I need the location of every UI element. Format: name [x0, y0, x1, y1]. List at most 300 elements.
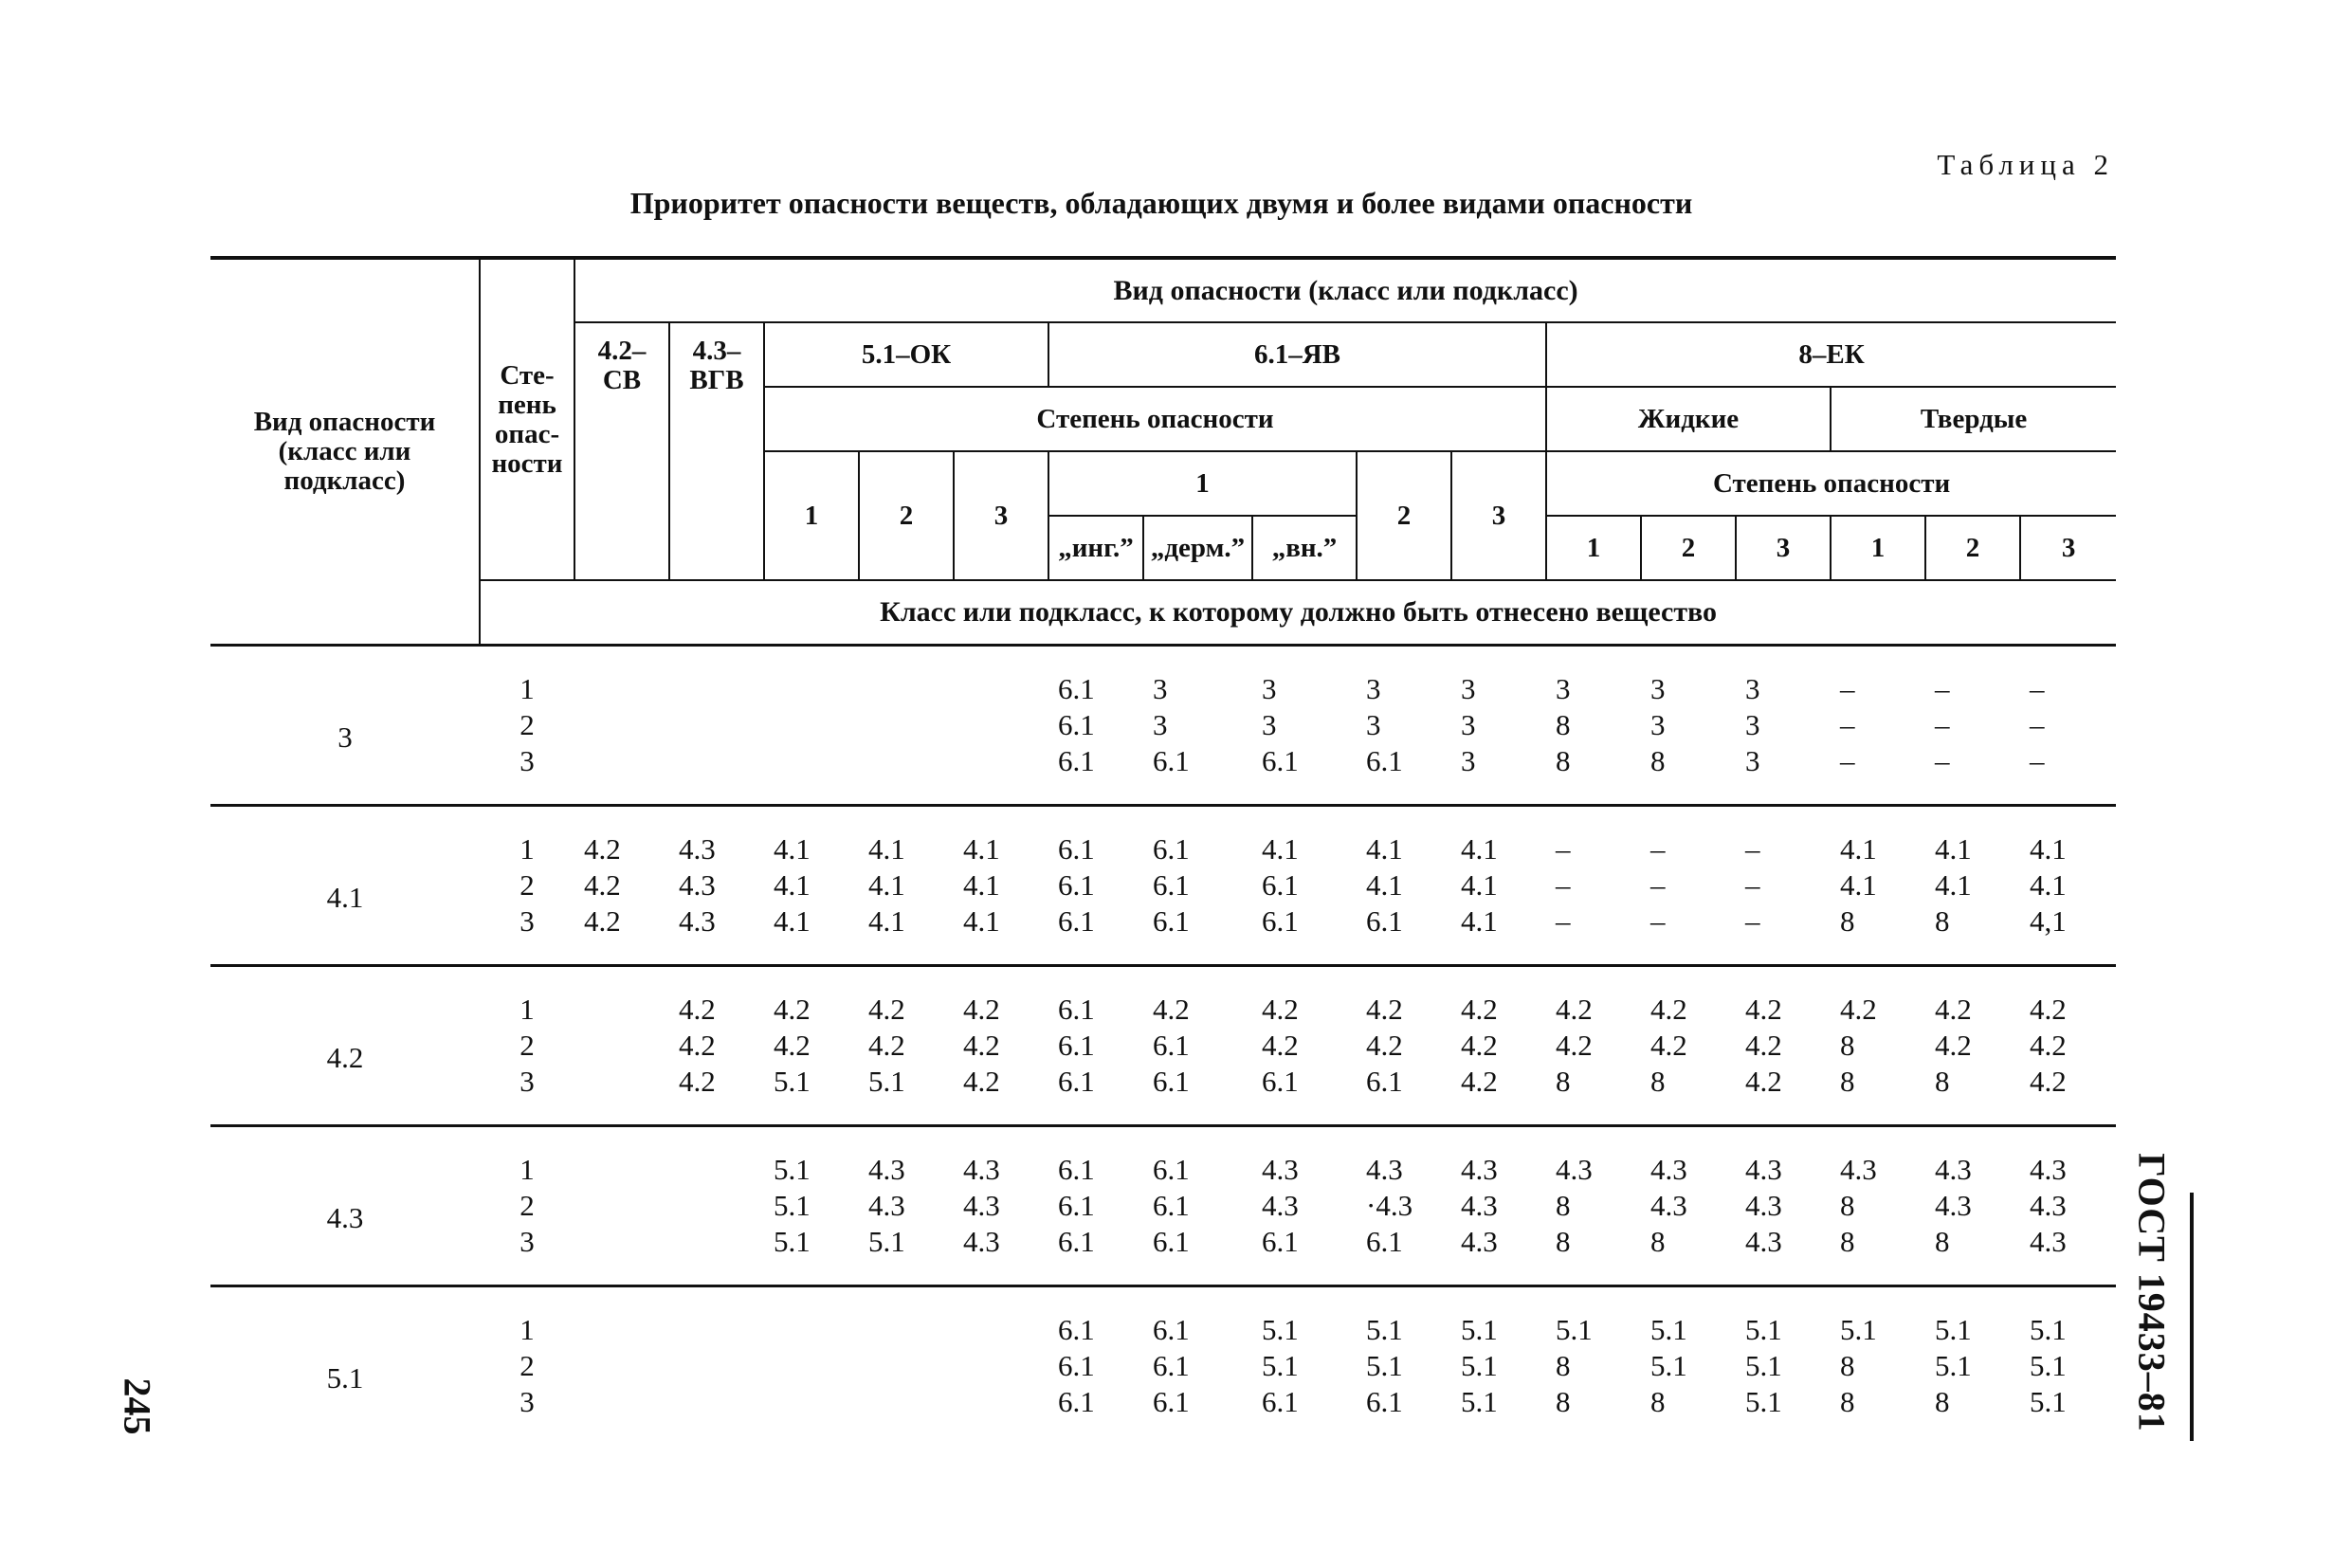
result-cell: 4.3: [1745, 1224, 1782, 1258]
result-cell: 4.1: [1840, 867, 1877, 902]
result-cell: 6.1: [1058, 1152, 1095, 1186]
result-cell: 5.1: [1840, 1312, 1877, 1346]
result-cell: 4.2: [679, 1028, 716, 1062]
row-degree: 2: [519, 1188, 535, 1222]
result-cell: 4.2: [1262, 1028, 1299, 1062]
result-cell: 5.1: [774, 1152, 811, 1186]
result-cell: –: [2030, 707, 2045, 741]
row-degree: 2: [519, 1348, 535, 1382]
result-cell: –: [1650, 903, 1666, 938]
result-cell: 6.1: [1058, 992, 1095, 1026]
result-cell: 4.2: [1366, 992, 1403, 1026]
result-cell: 4.3: [1556, 1152, 1593, 1186]
result-cell: [954, 1285, 1048, 1348]
result-cell: 4.2: [963, 1028, 1000, 1062]
result-cell: 4.3: [679, 903, 716, 938]
result-cell: [764, 1384, 859, 1445]
result-cell: 5.1: [1461, 1312, 1498, 1346]
result-cell: 4.3: [1935, 1152, 1972, 1186]
result-cell: 3: [1745, 671, 1760, 705]
header-degree-label-8: Степень опасности: [1546, 451, 2116, 516]
result-cell: 5.1: [1745, 1384, 1782, 1418]
result-cell: 6.1: [1153, 903, 1190, 938]
result-cell: 4.2: [2030, 1064, 2067, 1098]
result-cell: 8: [1556, 1188, 1571, 1222]
result-cell: 6.1: [1153, 1064, 1190, 1098]
result-cell: [669, 707, 764, 743]
result-cell: 6.1: [1058, 707, 1095, 741]
result-cell: –: [1745, 831, 1760, 866]
result-cell: 8: [1556, 707, 1571, 741]
result-cell: 4.1: [774, 831, 811, 866]
result-cell: 6.1: [1262, 903, 1299, 938]
result-cell: –: [1556, 867, 1571, 902]
result-cell: 3: [1461, 707, 1476, 741]
result-cell: 4.3: [679, 831, 716, 866]
header-solid-deg-2: 2: [1925, 516, 2020, 580]
row-degree: 3: [519, 1224, 535, 1258]
table-row: [210, 1028, 2116, 1064]
result-cell: –: [1556, 831, 1571, 866]
result-cell: 4.3: [1461, 1152, 1498, 1186]
result-cell: 8: [1650, 1224, 1666, 1258]
row-hazard-class: 4.1: [326, 880, 364, 914]
result-cell: [859, 707, 954, 743]
header-col-4-2: 4.2–СВ: [574, 322, 669, 580]
result-cell: [669, 743, 764, 806]
result-cell: [574, 1285, 669, 1348]
result-cell: 4.2: [963, 1064, 1000, 1098]
hazard-priority-table: [210, 256, 2116, 1445]
result-cell: 4.2: [868, 992, 905, 1026]
header-liquid: Жидкие: [1546, 387, 1831, 451]
result-cell: 4.1: [1262, 831, 1299, 866]
result-cell: 6.1: [1153, 1188, 1190, 1222]
header-6-1-deg-3: 3: [1451, 451, 1546, 580]
row-degree: 2: [519, 867, 535, 902]
result-cell: –: [1556, 903, 1571, 938]
result-cell: [954, 1348, 1048, 1384]
header-liquid-deg-3: 3: [1736, 516, 1831, 580]
result-cell: 3: [1262, 671, 1277, 705]
result-cell: 4.1: [868, 903, 905, 938]
table-row: [210, 965, 2116, 1028]
document-code: ГОСТ 19433–81: [2130, 1153, 2174, 1432]
result-cell: 5.1: [1935, 1348, 1972, 1382]
result-cell: 4.2: [963, 992, 1000, 1026]
result-cell: 5.1: [1650, 1348, 1687, 1382]
result-cell: 3: [1745, 707, 1760, 741]
row-degree: 1: [519, 1312, 535, 1346]
result-cell: [764, 645, 859, 707]
header-liquid-deg-2: 2: [1641, 516, 1736, 580]
result-cell: 6.1: [1153, 1348, 1190, 1382]
row-degree: 3: [519, 903, 535, 938]
result-cell: 5.1: [1650, 1312, 1687, 1346]
result-cell: 8: [1840, 1224, 1855, 1258]
result-cell: –: [2030, 743, 2045, 777]
result-cell: 8: [1556, 1348, 1571, 1382]
header-col-8: 8–ЕК: [1546, 322, 2116, 387]
result-cell: 4.1: [963, 867, 1000, 902]
result-cell: 4.1: [868, 867, 905, 902]
header-row-degree: Сте-пень опас-ности: [480, 258, 574, 580]
result-cell: 4.2: [2030, 992, 2067, 1026]
result-cell: 4.1: [1366, 831, 1403, 866]
result-cell: 6.1: [1262, 1224, 1299, 1258]
result-cell: 6.1: [1153, 831, 1190, 866]
table-label: Таблица 2: [1937, 148, 2114, 181]
table-header: [210, 258, 2116, 645]
result-cell: 6.1: [1262, 1384, 1299, 1418]
result-cell: 4.1: [774, 867, 811, 902]
result-cell: [669, 1125, 764, 1188]
header-oral: „вн.”: [1252, 516, 1357, 580]
row-degree: 1: [519, 992, 535, 1026]
result-cell: 5.1: [2030, 1348, 2067, 1382]
row-degree: 2: [519, 707, 535, 741]
result-cell: 6.1: [1058, 1312, 1095, 1346]
result-cell: 4.3: [2030, 1188, 2067, 1222]
result-cell: 5.1: [1262, 1348, 1299, 1382]
result-cell: 8: [1935, 1384, 1950, 1418]
result-cell: 4.2: [1935, 992, 1972, 1026]
result-cell: 4.2: [1650, 992, 1687, 1026]
row-hazard-class: 3: [337, 720, 353, 754]
result-cell: 4.2: [1745, 1028, 1782, 1062]
result-cell: 4.3: [963, 1152, 1000, 1186]
row-hazard-class: 4.3: [326, 1200, 364, 1234]
result-cell: –: [1650, 867, 1666, 902]
result-cell: 5.1: [1366, 1348, 1403, 1382]
result-cell: 6.1: [1153, 1028, 1190, 1062]
result-cell: 4.3: [1262, 1188, 1299, 1222]
result-cell: [669, 1285, 764, 1348]
result-cell: 5.1: [868, 1224, 905, 1258]
result-cell: 8: [1840, 903, 1855, 938]
result-cell: [574, 645, 669, 707]
result-cell: 8: [1650, 1064, 1666, 1098]
result-cell: 4.2: [584, 903, 621, 938]
table-row: [210, 903, 2116, 966]
result-cell: 3: [1745, 743, 1760, 777]
result-cell: 3: [1366, 671, 1381, 705]
result-cell: [574, 707, 669, 743]
table-row: [210, 1188, 2116, 1224]
result-cell: [669, 1348, 764, 1384]
result-cell: 4.2: [2030, 1028, 2067, 1062]
result-cell: 8: [1650, 1384, 1666, 1418]
header-col-6-1: 6.1–ЯВ: [1048, 322, 1546, 387]
result-cell: 4.3: [1366, 1152, 1403, 1186]
result-cell: 4.1: [1366, 867, 1403, 902]
result-cell: 5.1: [1745, 1348, 1782, 1382]
result-cell: 4.2: [1840, 992, 1877, 1026]
result-cell: 4.2: [679, 1064, 716, 1098]
table-row: [210, 867, 2116, 903]
result-cell: 6.1: [1366, 903, 1403, 938]
result-cell: 3: [1556, 671, 1571, 705]
result-cell: 8: [1556, 1064, 1571, 1098]
page-number: 245: [116, 1377, 159, 1435]
row-degree: 3: [519, 1064, 535, 1098]
header-row-hazard: Вид опасности (класс или подкласс): [210, 258, 480, 645]
result-cell: 4.1: [1935, 831, 1972, 866]
result-cell: 4.1: [963, 831, 1000, 866]
header-hazard-caption: Вид опасности (класс или подкласс): [574, 258, 2116, 322]
result-cell: 8: [1556, 743, 1571, 777]
result-cell: 6.1: [1058, 1028, 1095, 1062]
table-row: [210, 1125, 2116, 1188]
result-cell: 4.1: [1461, 903, 1498, 938]
result-cell: 6.1: [1153, 1224, 1190, 1258]
result-cell: ·4.3: [1366, 1188, 1413, 1222]
result-cell: [859, 743, 954, 806]
result-cell: 4.2: [1745, 1064, 1782, 1098]
result-cell: 4.1: [2030, 867, 2067, 902]
table-row: [210, 1285, 2116, 1348]
result-cell: –: [1935, 707, 1950, 741]
result-cell: 6.1: [1058, 1224, 1095, 1258]
result-cell: 4.2: [774, 992, 811, 1026]
result-cell: [574, 1224, 669, 1286]
result-cell: [954, 1384, 1048, 1445]
result-cell: 5.1: [1556, 1312, 1593, 1346]
result-cell: 4.1: [868, 831, 905, 866]
result-cell: 4.3: [1650, 1152, 1687, 1186]
result-cell: 4.3: [1650, 1188, 1687, 1222]
result-cell: 4.3: [963, 1224, 1000, 1258]
header-6-1-deg-1: 1: [1048, 451, 1357, 516]
result-cell: [764, 1285, 859, 1348]
result-cell: [764, 707, 859, 743]
table-row: [210, 1224, 2116, 1286]
result-cell: 6.1: [1058, 1188, 1095, 1222]
header-5-1-deg-2: 2: [859, 451, 954, 580]
result-cell: [574, 1064, 669, 1126]
result-cell: 5.1: [1935, 1312, 1972, 1346]
result-cell: 4.2: [1153, 992, 1190, 1026]
result-cell: 4.3: [2030, 1224, 2067, 1258]
header-5-1-deg-3: 3: [954, 451, 1048, 580]
result-cell: 4.2: [1650, 1028, 1687, 1062]
result-cell: 4.3: [1745, 1188, 1782, 1222]
result-cell: [954, 743, 1048, 806]
result-cell: [859, 1384, 954, 1445]
result-cell: 8: [1840, 1188, 1855, 1222]
header-result-caption: Класс или подкласс, к которому должно быть отнесено вещество: [480, 580, 2116, 645]
table-row: [210, 1384, 2116, 1445]
result-cell: 4.3: [868, 1188, 905, 1222]
result-cell: 4.1: [2030, 831, 2067, 866]
result-cell: 8: [1556, 1384, 1571, 1418]
result-cell: 3: [1153, 707, 1168, 741]
result-cell: 6.1: [1262, 867, 1299, 902]
table-body: [210, 645, 2116, 1445]
header-liquid-deg-1: 1: [1546, 516, 1641, 580]
result-cell: [669, 1224, 764, 1286]
result-cell: –: [1650, 831, 1666, 866]
result-cell: 3: [1650, 671, 1666, 705]
result-cell: 8: [1935, 903, 1950, 938]
result-cell: 8: [1840, 1028, 1855, 1062]
result-cell: 3: [1262, 707, 1277, 741]
table-row: [210, 1348, 2116, 1384]
result-cell: 6.1: [1058, 1384, 1095, 1418]
header-6-1-deg-2: 2: [1357, 451, 1451, 580]
result-cell: 6.1: [1366, 1224, 1403, 1258]
result-cell: 4.2: [1745, 992, 1782, 1026]
header-solid: Твердые: [1831, 387, 2116, 451]
result-cell: 4.1: [963, 903, 1000, 938]
result-cell: [954, 707, 1048, 743]
result-cell: –: [1745, 903, 1760, 938]
result-cell: –: [1935, 671, 1950, 705]
header-5-1-deg-1: 1: [764, 451, 859, 580]
result-cell: [574, 1125, 669, 1188]
result-cell: 4.3: [1461, 1188, 1498, 1222]
result-cell: 4.3: [2030, 1152, 2067, 1186]
table-row: [210, 805, 2116, 867]
result-cell: [574, 1348, 669, 1384]
result-cell: [574, 1384, 669, 1445]
result-cell: 4.2: [1461, 1028, 1498, 1062]
table-title: Приоритет опасности веществ, обладающих двумя и более видами опасности: [629, 186, 1693, 220]
result-cell: 4.3: [1262, 1152, 1299, 1186]
result-cell: 4.2: [1262, 992, 1299, 1026]
result-cell: [764, 743, 859, 806]
result-cell: 8: [1556, 1224, 1571, 1258]
result-cell: [669, 1188, 764, 1224]
result-cell: –: [1840, 743, 1855, 777]
result-cell: [764, 1348, 859, 1384]
row-degree: 1: [519, 671, 535, 705]
result-cell: 6.1: [1153, 1152, 1190, 1186]
result-cell: 6.1: [1366, 1064, 1403, 1098]
table-row: [210, 707, 2116, 743]
result-cell: 5.1: [1461, 1348, 1498, 1382]
header-col-5-1: 5.1–ОК: [764, 322, 1048, 387]
result-cell: 4.3: [868, 1152, 905, 1186]
result-cell: 6.1: [1058, 1064, 1095, 1098]
result-cell: 4.2: [1556, 1028, 1593, 1062]
result-cell: 5.1: [1745, 1312, 1782, 1346]
result-cell: 8: [1840, 1064, 1855, 1098]
result-cell: 4.1: [774, 903, 811, 938]
row-degree: 2: [519, 1028, 535, 1062]
result-cell: 4.2: [1461, 1064, 1498, 1098]
result-cell: [954, 645, 1048, 707]
result-cell: –: [2030, 671, 2045, 705]
result-cell: 6.1: [1058, 831, 1095, 866]
result-cell: 4.2: [584, 831, 621, 866]
result-cell: 5.1: [774, 1064, 811, 1098]
result-cell: –: [1745, 867, 1760, 902]
result-cell: 4.3: [679, 867, 716, 902]
row-degree: 3: [519, 1384, 535, 1418]
result-cell: 4.3: [1935, 1188, 1972, 1222]
result-cell: 5.1: [1262, 1312, 1299, 1346]
result-cell: 4.2: [1556, 992, 1593, 1026]
result-cell: [669, 645, 764, 707]
result-cell: [859, 645, 954, 707]
result-cell: [574, 743, 669, 806]
result-cell: 4.1: [1935, 867, 1972, 902]
result-cell: 4.2: [1935, 1028, 1972, 1062]
header-degree-label: Степень опасности: [764, 387, 1546, 451]
result-cell: [574, 1188, 669, 1224]
result-cell: 4.1: [1461, 867, 1498, 902]
header-solid-deg-1: 1: [1831, 516, 1925, 580]
result-cell: –: [1840, 707, 1855, 741]
result-cell: 5.1: [2030, 1312, 2067, 1346]
result-cell: 4.1: [1461, 831, 1498, 866]
result-cell: 3: [1650, 707, 1666, 741]
row-hazard-class: 5.1: [326, 1360, 364, 1395]
result-cell: 6.1: [1262, 743, 1299, 777]
result-cell: 6.1: [1153, 743, 1190, 777]
result-cell: 6.1: [1366, 1384, 1403, 1418]
result-cell: [859, 1348, 954, 1384]
result-cell: 5.1: [774, 1224, 811, 1258]
header-inhalation: „инг.”: [1048, 516, 1143, 580]
result-cell: 6.1: [1153, 1384, 1190, 1418]
result-cell: 8: [1840, 1384, 1855, 1418]
result-cell: [669, 1384, 764, 1445]
result-cell: 5.1: [868, 1064, 905, 1098]
result-cell: 6.1: [1058, 743, 1095, 777]
result-cell: 3: [1461, 671, 1476, 705]
result-cell: 4.2: [1461, 992, 1498, 1026]
table-row: [210, 743, 2116, 806]
result-cell: 8: [1935, 1064, 1950, 1098]
result-cell: 3: [1461, 743, 1476, 777]
row-degree: 1: [519, 1152, 535, 1186]
result-cell: 4.3: [1461, 1224, 1498, 1258]
result-cell: 4.3: [1840, 1152, 1877, 1186]
result-cell: –: [1840, 671, 1855, 705]
result-cell: 4.3: [1745, 1152, 1782, 1186]
result-cell: 6.1: [1153, 1312, 1190, 1346]
result-cell: 6.1: [1153, 867, 1190, 902]
row-degree: 3: [519, 743, 535, 777]
row-hazard-class: 4.2: [326, 1040, 364, 1074]
result-cell: 5.1: [1366, 1312, 1403, 1346]
result-cell: 4.3: [963, 1188, 1000, 1222]
result-cell: 4.1: [1840, 831, 1877, 866]
result-cell: 4.2: [1366, 1028, 1403, 1062]
result-cell: 6.1: [1058, 867, 1095, 902]
result-cell: 4,1: [2030, 903, 2067, 938]
result-cell: [859, 1285, 954, 1348]
result-cell: 5.1: [1461, 1384, 1498, 1418]
result-cell: 4.2: [679, 992, 716, 1026]
result-cell: 4.2: [584, 867, 621, 902]
header-dermal: „дерм.”: [1143, 516, 1252, 580]
header-solid-deg-3: 3: [2020, 516, 2116, 580]
result-cell: 3: [1153, 671, 1168, 705]
result-cell: 4.2: [774, 1028, 811, 1062]
result-cell: 6.1: [1366, 743, 1403, 777]
row-degree: 1: [519, 831, 535, 866]
result-cell: 6.1: [1058, 1348, 1095, 1382]
result-cell: 5.1: [774, 1188, 811, 1222]
result-cell: 3: [1366, 707, 1381, 741]
document-code-rule: [2190, 1193, 2194, 1441]
result-cell: –: [1935, 743, 1950, 777]
table-row: [210, 1064, 2116, 1126]
result-cell: 5.1: [2030, 1384, 2067, 1418]
